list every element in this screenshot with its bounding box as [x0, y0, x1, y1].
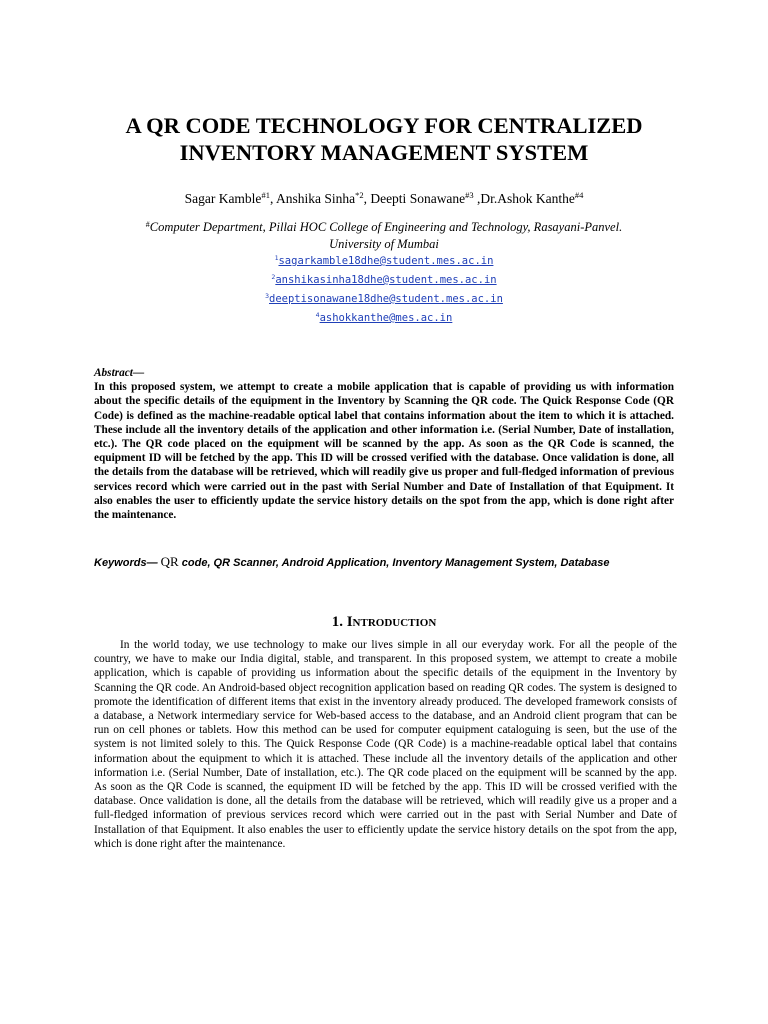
affiliation-line-1: Computer Department, Pillai HOC College of Engineering and Technology, Rasayani-Panvel.: [149, 220, 623, 234]
abstract-body: In this proposed system, we attempt to create a mobile application that is capable of providing us with information about the specific details of the equipment in the Inventory by Scanning the QR code. The Quick Response Code (QR Code) is defined as the machine-readable optical label that contains information about the item to which it is attached. These include all the inventory details of the application and other information i.e. (Serial Number, Date of installation, etc.). The QR code placed on the equipment will be scanned by the app. As soon as the QR Code is scanned, the equipment ID will be fetched by the app. This ID will be crossed verified with the database. Once validation is done, all the details from the database will be retrieved, which will readily give us proper and full-fledged information of previous services record which were carried out in the past with Serial Number and Date of Installation of that Equipment. It also enables the user to efficiently update the service history details on the spot from the app, which is done right after the maintenance.: [94, 381, 674, 522]
paper-title: [60, 112, 708, 166]
keywords-label: Keywords—: [94, 557, 158, 569]
email-address: anshikasinha18dhe@student.mes.ac.in: [275, 274, 497, 286]
author-name: Anshika Sinha: [275, 191, 356, 206]
affiliation-line-2: University of Mumbai: [329, 237, 439, 251]
title-line-1: A QR CODE TECHNOLOGY FOR CENTRALIZED: [125, 113, 643, 138]
author-list: [60, 186, 708, 208]
keywords-line: [94, 554, 694, 571]
email-address: ashokkanthe@mes.ac.in: [319, 312, 453, 324]
affiliation: [60, 216, 708, 253]
introduction-paragraph: In the world today, we use technology to make our lives simple in all our everyday work. For all the people of the country, we have to make our India digital, stable, and transparent. In this proposed system, we attempt to create a mobile application, which is capable of providing us information about the specific details of the equipment in the Inventory by Scanning the QR code. An Android-based object recognition application based on reading QR codes. The system is designed to promote the identification of different items that exist in the inventory already produced. The developed framework consists of a database, a Network intermediary service for Web-based access to the database, and an Android client program that can be run on cell phones or tablets. How this method can be used for computer equipment cataloguing is seen, but the use of the system is not limited solely to this. The Quick Response Code (QR Code) is a machine-readable optical label that contains information about the equipment to which it is attached. These include all the inventory details of the application and other information i.e. (Serial Number, Date of installation, etc.). The QR code placed on the equipment will be scanned by the app. As soon as the QR Code is scanned, the equipment ID will be fetched by the app. This ID will be crossed verified with the database. Once validation is done, all the details from the database will be retrieved, which will readily give us a proper and a full-fledged information of previous services record which were carried out in the past with Serial Number and Date of Installation of that Equipment. It also enables the user to efficiently update the service history details on the spot from the app, which is done right after the maintenance.: [94, 639, 677, 850]
email-link[interactable]: [60, 250, 708, 269]
email-sup: 1: [274, 254, 279, 262]
author-sep: ,: [269, 191, 276, 206]
keywords-qr: QR: [160, 554, 179, 569]
author-sup: *2: [355, 190, 364, 200]
email-link[interactable]: [60, 288, 708, 307]
author-sup: #1: [261, 190, 270, 200]
email-address: deeptisonawane18dhe@student.mes.ac.in: [269, 293, 503, 305]
abstract-label: Abstract—: [94, 367, 145, 379]
author-sep: ,: [473, 191, 481, 206]
email-list: [60, 250, 708, 326]
email-sup: 2: [271, 273, 276, 281]
email-link[interactable]: [60, 269, 708, 288]
affiliation-sup: #: [145, 220, 150, 229]
author-sep: ,: [363, 191, 371, 206]
author-sup: #4: [574, 190, 584, 200]
abstract-section: [94, 366, 674, 522]
author-sup: #3: [465, 190, 474, 200]
title-line-2: INVENTORY MANAGEMENT SYSTEM: [179, 140, 589, 165]
email-link[interactable]: [60, 307, 708, 326]
keywords-list: code, QR Scanner, Android Application, Inventory Management System, Database: [181, 557, 610, 569]
email-address: sagarkamble18dhe@student.mes.ac.in: [278, 255, 494, 267]
email-sup: 3: [265, 292, 269, 300]
author-name: Sagar Kamble: [184, 191, 262, 206]
author-name: Deepti Sonawane: [370, 191, 466, 206]
author-name: Dr.Ashok Kanthe: [480, 191, 575, 206]
section-heading-introduction: 1. Introduction: [331, 614, 437, 630]
email-sup: 4: [315, 311, 320, 319]
